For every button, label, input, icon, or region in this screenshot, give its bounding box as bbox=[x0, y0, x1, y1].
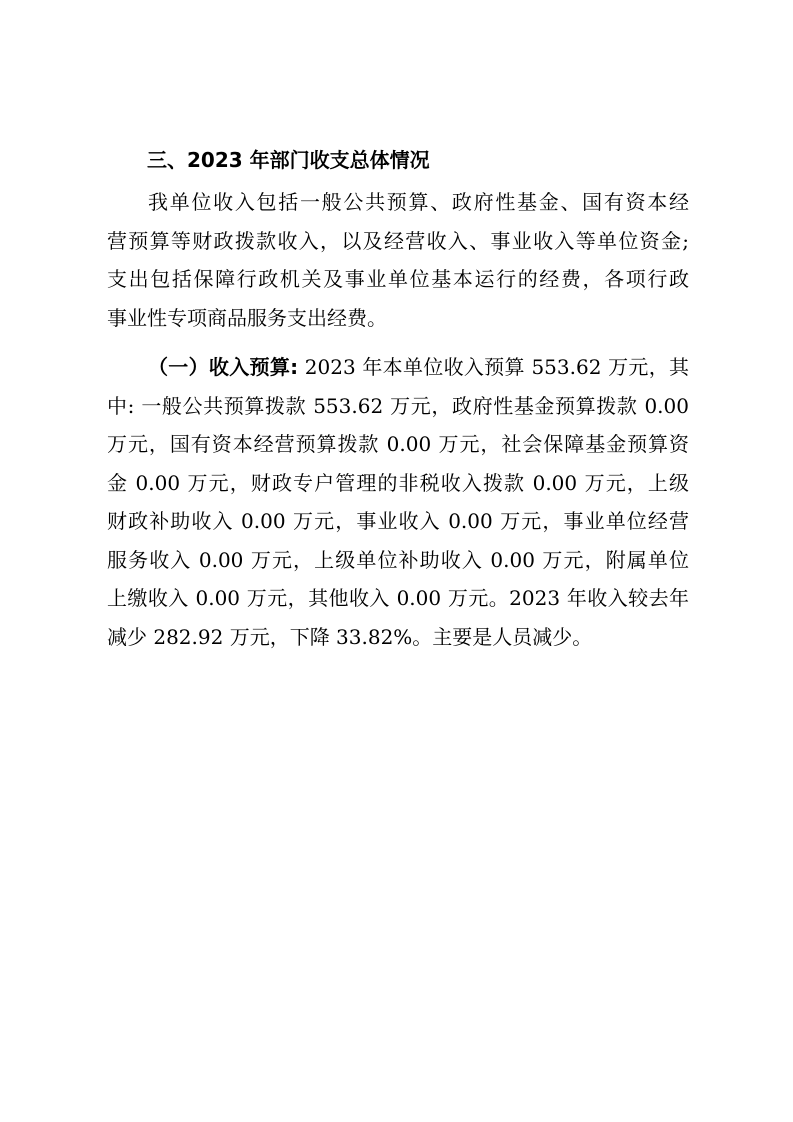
paragraph-line: 我单位收入包括一般公共预算、政府性基金、国有资本经 bbox=[148, 190, 689, 214]
income-budget-label: （一）收入预算: bbox=[148, 355, 299, 379]
paragraph-overview bbox=[107, 183, 689, 337]
paragraph-line: 减少 282.92 万元，下降 33.82%。主要是人员减少。 bbox=[107, 624, 593, 649]
paragraph-line-text: 2023 年本单位收入预算 553.62 万元，其 bbox=[298, 355, 689, 379]
paragraph-line: 事业性专项商品服务支出经费。 bbox=[107, 305, 387, 330]
paragraph-line: 支出包括保障行政机关及事业单位基本运行的经费，各项行政 bbox=[107, 267, 689, 291]
paragraph-line: 服务收入 0.00 万元，上级单位补助收入 0.00 万元，附属单位 bbox=[107, 547, 689, 572]
paragraph-line: 万元，国有资本经营预算拨款 0.00 万元，社会保障基金预算资 bbox=[107, 432, 689, 456]
paragraph-line: 财政补助收入 0.00 万元，事业收入 0.00 万元，事业单位经营 bbox=[107, 509, 689, 533]
section-heading: 三、2023 年部门收支总体情况 bbox=[147, 148, 430, 172]
paragraph-line: 金 0.00 万元，财政专户管理的非税收入拨款 0.00 万元，上级 bbox=[107, 470, 689, 495]
paragraph-line bbox=[107, 348, 689, 387]
paragraph-line: 上缴收入 0.00 万元，其他收入 0.00 万元。2023 年收入较去年 bbox=[107, 586, 689, 610]
paragraph-line: 中: 一般公共预算拨款 553.62 万元，政府性基金预算拨款 0.00 bbox=[107, 393, 689, 418]
paragraph-line: 营预算等财政拨款收入，以及经营收入、事业收入等单位资金; bbox=[107, 228, 689, 253]
paragraph-income-budget bbox=[107, 348, 689, 656]
